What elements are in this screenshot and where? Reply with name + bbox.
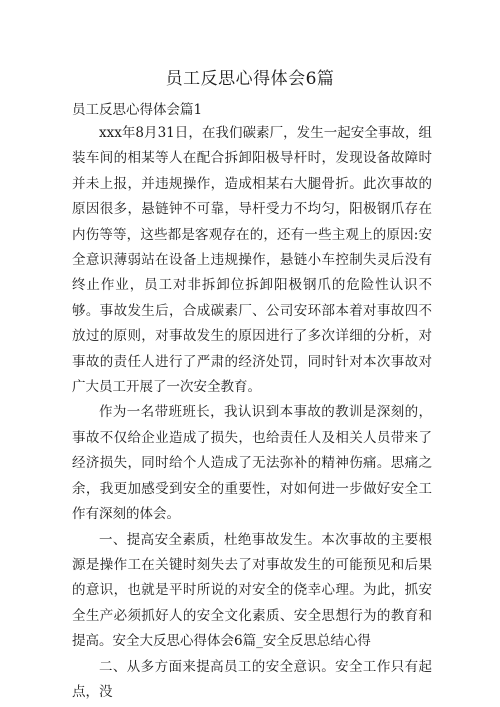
document-subtitle: 员工反思心得体会篇1 <box>72 102 203 118</box>
body-paragraph-2: 作为一名带班班长，我认识到本事故的教训是深刻的，事故不仅给企业造成了损失，也给责任人及相关人员带来了经济损失，同时给个人造成了无法弥补的精神伤痛。思痛之余，我更加感受到安全的重要性，对如何进一步做好安全工作有深刻的体会。 <box>72 404 432 523</box>
document-body <box>72 121 432 705</box>
body-paragraph-3: 一、提高安全素质，杜绝事故发生。本次事故的主要根源是操作工在关键时刻失去了对事故发生的可能预见和后果的意识，也就是平时所说的对安全的侥幸心理。为此，抓安全生产必须抓好人的安全文化素质、安全思想行为的教育和提高。安全大反思心得体会6篇_安全反思总结心得 <box>72 531 432 650</box>
body-paragraph-1: xxx年8月31日，在我们碳素厂，发生一起安全事故，组装车间的相某等人在配合拆卸阳极导杆时，发现设备故障时并未上报，并违规操作，造成相某右大腿骨折。此次事故的原因很多，悬链钟不可靠，导杆受力不均匀，阳极钢爪存在内伤等等，这些都是客观存在的，还有一些主观上的原因:安全意识薄弱站在设备上违规操作，悬链小车控制失灵后没有终止作业，员工对非拆卸位拆卸阳极钢爪的危险性认识不够。事故发生后，合成碳素厂、公司安环部本着对事故四不放过的原则，对事故发生的原因进行了多次详细的分析，对事故的责任人进行了严肃的经济处罚，同时针对本次事故对广大员工开展了一次安全教育。 <box>72 125 432 396</box>
body-paragraph-4: 二、从多方面来提高员工的安全意识。安全工作只有起点，没 <box>72 658 432 700</box>
document-title: 员工反思心得体会6篇 <box>165 69 335 89</box>
